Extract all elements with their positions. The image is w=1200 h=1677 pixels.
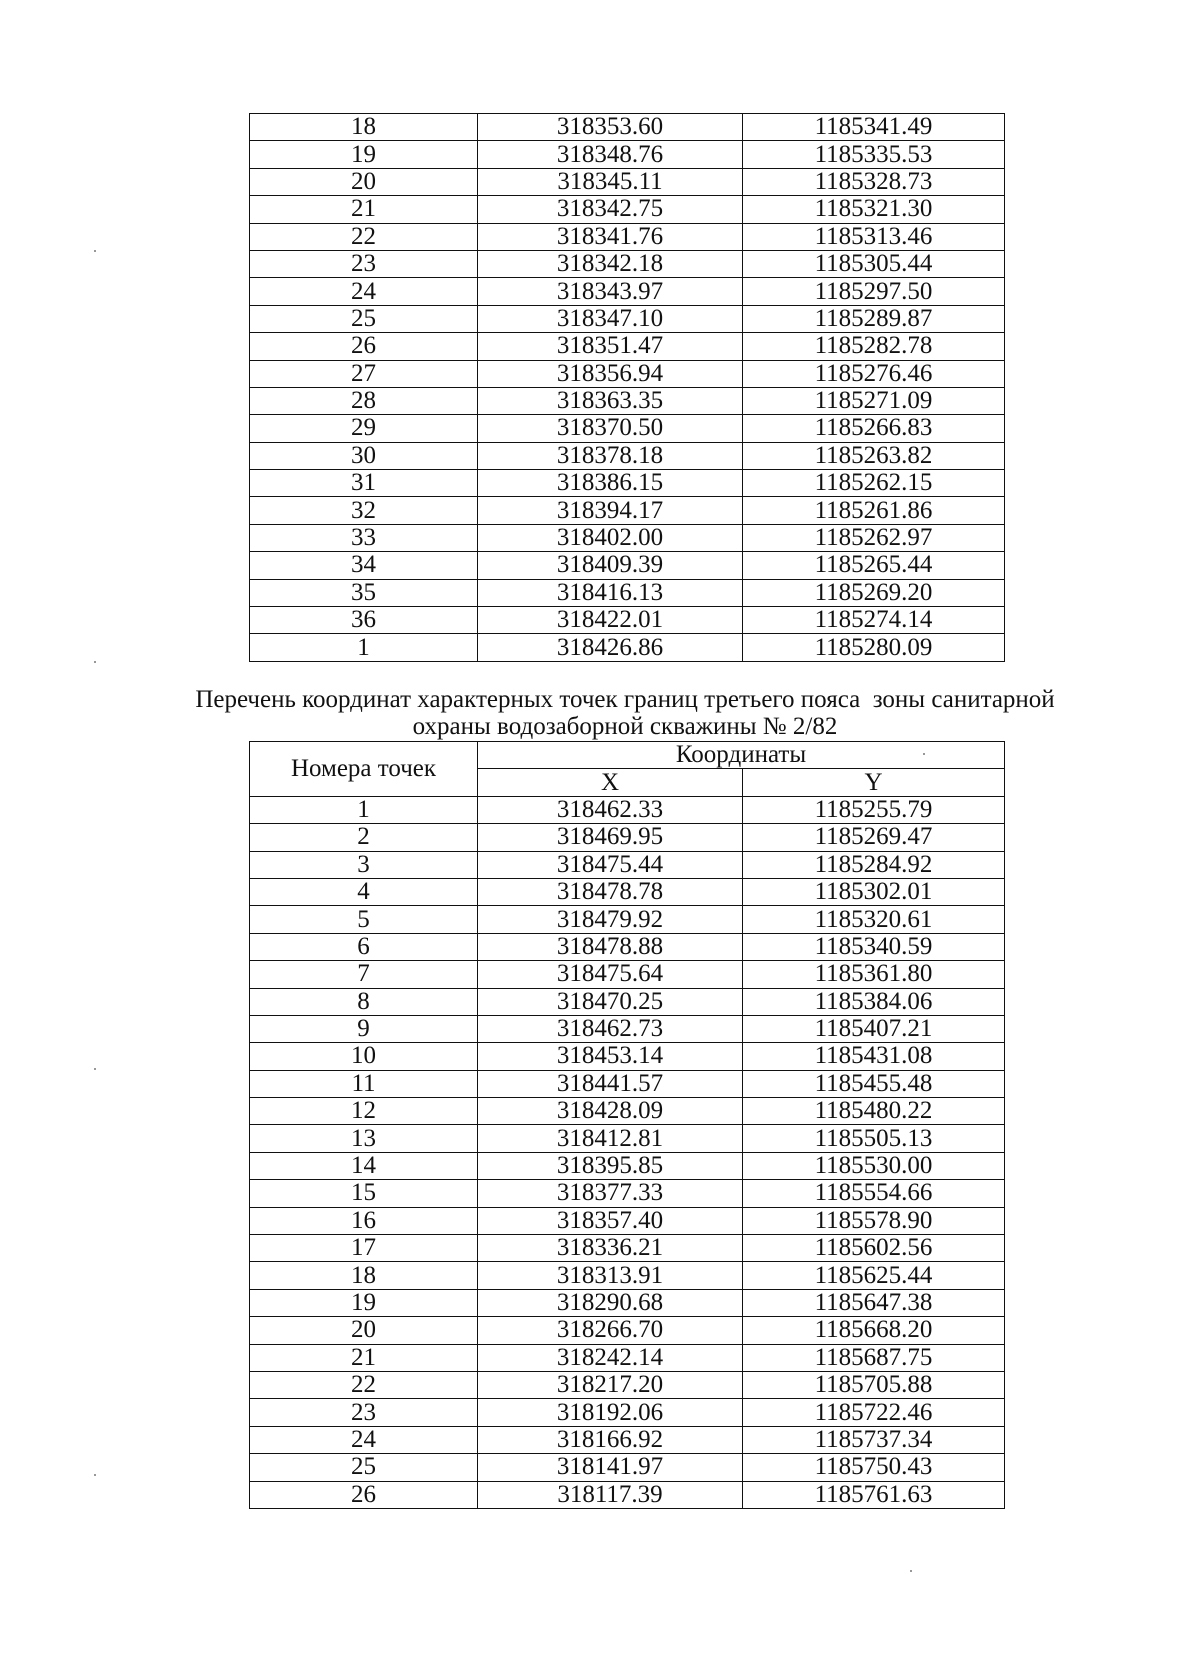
table-row (250, 1043, 1005, 1070)
y-coordinate-cell: 1185431.08 (743, 1043, 1005, 1070)
y-coordinate-cell: 1185328.73 (743, 168, 1005, 195)
point-number-cell: 26 (250, 1481, 478, 1508)
point-number-cell: 16 (250, 1207, 478, 1234)
table-row (250, 607, 1005, 634)
x-coordinate-cell: 318117.39 (478, 1481, 743, 1508)
table-row (250, 1125, 1005, 1152)
x-coordinate-cell: 318462.73 (478, 1015, 743, 1042)
table-row (250, 278, 1005, 305)
header-coordinates: Координаты (478, 742, 1005, 769)
y-coordinate-cell: 1185276.46 (743, 360, 1005, 387)
x-coordinate-cell: 318402.00 (478, 524, 743, 551)
x-coordinate-cell: 318394.17 (478, 497, 743, 524)
point-number-cell: 29 (250, 415, 478, 442)
y-coordinate-cell: 1185321.30 (743, 196, 1005, 223)
table-row (250, 878, 1005, 905)
table-row (250, 250, 1005, 277)
y-coordinate-cell: 1185530.00 (743, 1152, 1005, 1179)
x-coordinate-cell: 318395.85 (478, 1152, 743, 1179)
point-number-cell: 4 (250, 878, 478, 905)
point-number-cell: 26 (250, 333, 478, 360)
x-coordinate-cell: 318357.40 (478, 1207, 743, 1234)
point-number-cell: 2 (250, 824, 478, 851)
x-coordinate-cell: 318453.14 (478, 1043, 743, 1070)
point-number-cell: 30 (250, 442, 478, 469)
y-coordinate-cell: 1185320.61 (743, 906, 1005, 933)
y-coordinate-cell: 1185750.43 (743, 1454, 1005, 1481)
y-coordinate-cell: 1185297.50 (743, 278, 1005, 305)
y-coordinate-cell: 1185384.06 (743, 988, 1005, 1015)
y-coordinate-cell: 1185647.38 (743, 1289, 1005, 1316)
table-row (250, 961, 1005, 988)
x-coordinate-cell: 318378.18 (478, 442, 743, 469)
table-row (250, 305, 1005, 332)
point-number-cell: 36 (250, 607, 478, 634)
x-coordinate-cell: 318441.57 (478, 1070, 743, 1097)
y-coordinate-cell: 1185668.20 (743, 1317, 1005, 1344)
y-coordinate-cell: 1185261.86 (743, 497, 1005, 524)
coordinates-table-continued (249, 113, 1005, 662)
y-coordinate-cell: 1185361.80 (743, 961, 1005, 988)
y-coordinate-cell: 1185687.75 (743, 1344, 1005, 1371)
point-number-cell: 34 (250, 552, 478, 579)
point-number-cell: 6 (250, 933, 478, 960)
y-coordinate-cell: 1185282.78 (743, 333, 1005, 360)
table-row (250, 579, 1005, 606)
table-body (250, 114, 1005, 662)
section-title (100, 686, 1150, 740)
scan-speck (94, 1474, 96, 1476)
y-coordinate-cell: 1185505.13 (743, 1125, 1005, 1152)
x-coordinate-cell: 318166.92 (478, 1426, 743, 1453)
y-coordinate-cell: 1185255.79 (743, 796, 1005, 823)
y-coordinate-cell: 1185761.63 (743, 1481, 1005, 1508)
y-coordinate-cell: 1185625.44 (743, 1262, 1005, 1289)
point-number-cell: 20 (250, 1317, 478, 1344)
x-coordinate-cell: 318290.68 (478, 1289, 743, 1316)
y-coordinate-cell: 1185340.59 (743, 933, 1005, 960)
point-number-cell: 17 (250, 1235, 478, 1262)
table-row (250, 114, 1005, 141)
point-number-cell: 23 (250, 1399, 478, 1426)
y-coordinate-cell: 1185274.14 (743, 607, 1005, 634)
x-coordinate-cell: 318351.47 (478, 333, 743, 360)
point-number-cell: 33 (250, 524, 478, 551)
x-coordinate-cell: 318141.97 (478, 1454, 743, 1481)
x-coordinate-cell: 318462.33 (478, 796, 743, 823)
x-coordinate-cell: 318348.76 (478, 141, 743, 168)
y-coordinate-cell: 1185284.92 (743, 851, 1005, 878)
y-coordinate-cell: 1185407.21 (743, 1015, 1005, 1042)
point-number-cell: 1 (250, 796, 478, 823)
x-coordinate-cell: 318342.18 (478, 250, 743, 277)
x-coordinate-cell: 318242.14 (478, 1344, 743, 1371)
section-title-line-1: Перечень координат характерных точек границ третьего пояса зоны санитарной (195, 686, 1055, 713)
point-number-cell: 28 (250, 387, 478, 414)
x-coordinate-cell: 318347.10 (478, 305, 743, 332)
point-number-cell: 8 (250, 988, 478, 1015)
table-header (250, 742, 1005, 797)
y-coordinate-cell: 1185289.87 (743, 305, 1005, 332)
table-row (250, 1070, 1005, 1097)
x-coordinate-cell: 318313.91 (478, 1262, 743, 1289)
point-number-cell: 14 (250, 1152, 478, 1179)
x-coordinate-cell: 318266.70 (478, 1317, 743, 1344)
point-number-cell: 18 (250, 114, 478, 141)
table-row (250, 1317, 1005, 1344)
point-number-cell: 25 (250, 305, 478, 332)
point-number-cell: 19 (250, 141, 478, 168)
point-number-cell: 18 (250, 1262, 478, 1289)
table-row (250, 1399, 1005, 1426)
y-coordinate-cell: 1185480.22 (743, 1098, 1005, 1125)
point-number-cell: 15 (250, 1180, 478, 1207)
x-coordinate-cell: 318478.88 (478, 933, 743, 960)
table-row (250, 1289, 1005, 1316)
table-row (250, 552, 1005, 579)
scan-speck (94, 250, 96, 252)
table-row (250, 1180, 1005, 1207)
x-coordinate-cell: 318341.76 (478, 223, 743, 250)
y-coordinate-cell: 1185305.44 (743, 250, 1005, 277)
point-number-cell: 9 (250, 1015, 478, 1042)
point-number-cell: 11 (250, 1070, 478, 1097)
y-coordinate-cell: 1185302.01 (743, 878, 1005, 905)
point-number-cell: 35 (250, 579, 478, 606)
x-coordinate-cell: 318217.20 (478, 1371, 743, 1398)
table-row (250, 387, 1005, 414)
point-number-cell: 5 (250, 906, 478, 933)
x-coordinate-cell: 318386.15 (478, 470, 743, 497)
point-number-cell: 13 (250, 1125, 478, 1152)
x-coordinate-cell: 318192.06 (478, 1399, 743, 1426)
table-row (250, 415, 1005, 442)
y-coordinate-cell: 1185341.49 (743, 114, 1005, 141)
point-number-cell: 22 (250, 223, 478, 250)
table-row (250, 333, 1005, 360)
table-row (250, 1098, 1005, 1125)
y-coordinate-cell: 1185335.53 (743, 141, 1005, 168)
x-coordinate-cell: 318342.75 (478, 196, 743, 223)
point-number-cell: 24 (250, 1426, 478, 1453)
table-row (250, 1371, 1005, 1398)
coordinates-table-zone3 (249, 741, 1005, 1509)
table-row (250, 1015, 1005, 1042)
point-number-cell: 24 (250, 278, 478, 305)
table-row (250, 524, 1005, 551)
y-coordinate-cell: 1185578.90 (743, 1207, 1005, 1234)
y-coordinate-cell: 1185265.44 (743, 552, 1005, 579)
x-coordinate-cell: 318422.01 (478, 607, 743, 634)
table-row (250, 851, 1005, 878)
x-coordinate-cell: 318475.44 (478, 851, 743, 878)
x-coordinate-cell: 318478.78 (478, 878, 743, 905)
y-coordinate-cell: 1185266.83 (743, 415, 1005, 442)
table-row (250, 360, 1005, 387)
point-number-cell: 10 (250, 1043, 478, 1070)
point-number-cell: 3 (250, 851, 478, 878)
y-coordinate-cell: 1185554.66 (743, 1180, 1005, 1207)
table-body (250, 796, 1005, 1508)
table-row (250, 1262, 1005, 1289)
y-coordinate-cell: 1185737.34 (743, 1426, 1005, 1453)
y-coordinate-cell: 1185722.46 (743, 1399, 1005, 1426)
x-coordinate-cell: 318470.25 (478, 988, 743, 1015)
table-row (250, 1481, 1005, 1508)
table-row (250, 196, 1005, 223)
x-coordinate-cell: 318343.97 (478, 278, 743, 305)
y-coordinate-cell: 1185262.97 (743, 524, 1005, 551)
x-coordinate-cell: 318363.35 (478, 387, 743, 414)
x-coordinate-cell: 318377.33 (478, 1180, 743, 1207)
y-coordinate-cell: 1185455.48 (743, 1070, 1005, 1097)
y-coordinate-cell: 1185269.47 (743, 824, 1005, 851)
x-coordinate-cell: 318353.60 (478, 114, 743, 141)
table-row (250, 1235, 1005, 1262)
scan-speck (94, 661, 96, 663)
y-coordinate-cell: 1185313.46 (743, 223, 1005, 250)
point-number-cell: 27 (250, 360, 478, 387)
y-coordinate-cell: 1185705.88 (743, 1371, 1005, 1398)
scan-speck (94, 1068, 96, 1070)
header-y: Y (743, 769, 1005, 796)
x-coordinate-cell: 318409.39 (478, 552, 743, 579)
x-coordinate-cell: 318479.92 (478, 906, 743, 933)
table-row (250, 1152, 1005, 1179)
y-coordinate-cell: 1185263.82 (743, 442, 1005, 469)
y-coordinate-cell: 1185262.15 (743, 470, 1005, 497)
table-row (250, 141, 1005, 168)
table-row (250, 634, 1005, 661)
x-coordinate-cell: 318416.13 (478, 579, 743, 606)
table-row (250, 988, 1005, 1015)
x-coordinate-cell: 318475.64 (478, 961, 743, 988)
point-number-cell: 31 (250, 470, 478, 497)
x-coordinate-cell: 318469.95 (478, 824, 743, 851)
table-row (250, 223, 1005, 250)
scan-speck (910, 1570, 912, 1572)
section-title-line-2: охраны водозаборной скважины № 2/82 (412, 713, 838, 740)
point-number-cell: 1 (250, 634, 478, 661)
table-row (250, 1454, 1005, 1481)
table-row (250, 796, 1005, 823)
x-coordinate-cell: 318356.94 (478, 360, 743, 387)
point-number-cell: 23 (250, 250, 478, 277)
point-number-cell: 12 (250, 1098, 478, 1125)
table-row (250, 906, 1005, 933)
point-number-cell: 21 (250, 196, 478, 223)
table-row (250, 168, 1005, 195)
y-coordinate-cell: 1185271.09 (743, 387, 1005, 414)
x-coordinate-cell: 318412.81 (478, 1125, 743, 1152)
table-row (250, 1426, 1005, 1453)
table-row (250, 470, 1005, 497)
x-coordinate-cell: 318370.50 (478, 415, 743, 442)
header-point-numbers: Номера точек (250, 742, 478, 797)
y-coordinate-cell: 1185602.56 (743, 1235, 1005, 1262)
point-number-cell: 19 (250, 1289, 478, 1316)
x-coordinate-cell: 318345.11 (478, 168, 743, 195)
y-coordinate-cell: 1185280.09 (743, 634, 1005, 661)
x-coordinate-cell: 318426.86 (478, 634, 743, 661)
header-row (250, 742, 1005, 769)
point-number-cell: 22 (250, 1371, 478, 1398)
point-number-cell: 25 (250, 1454, 478, 1481)
point-number-cell: 7 (250, 961, 478, 988)
table-row (250, 497, 1005, 524)
table-row (250, 1207, 1005, 1234)
point-number-cell: 32 (250, 497, 478, 524)
point-number-cell: 21 (250, 1344, 478, 1371)
header-x: X (478, 769, 743, 796)
x-coordinate-cell: 318428.09 (478, 1098, 743, 1125)
x-coordinate-cell: 318336.21 (478, 1235, 743, 1262)
table-row (250, 933, 1005, 960)
point-number-cell: 20 (250, 168, 478, 195)
scan-speck (923, 753, 925, 755)
table-row (250, 442, 1005, 469)
table-row (250, 824, 1005, 851)
table-row (250, 1344, 1005, 1371)
y-coordinate-cell: 1185269.20 (743, 579, 1005, 606)
